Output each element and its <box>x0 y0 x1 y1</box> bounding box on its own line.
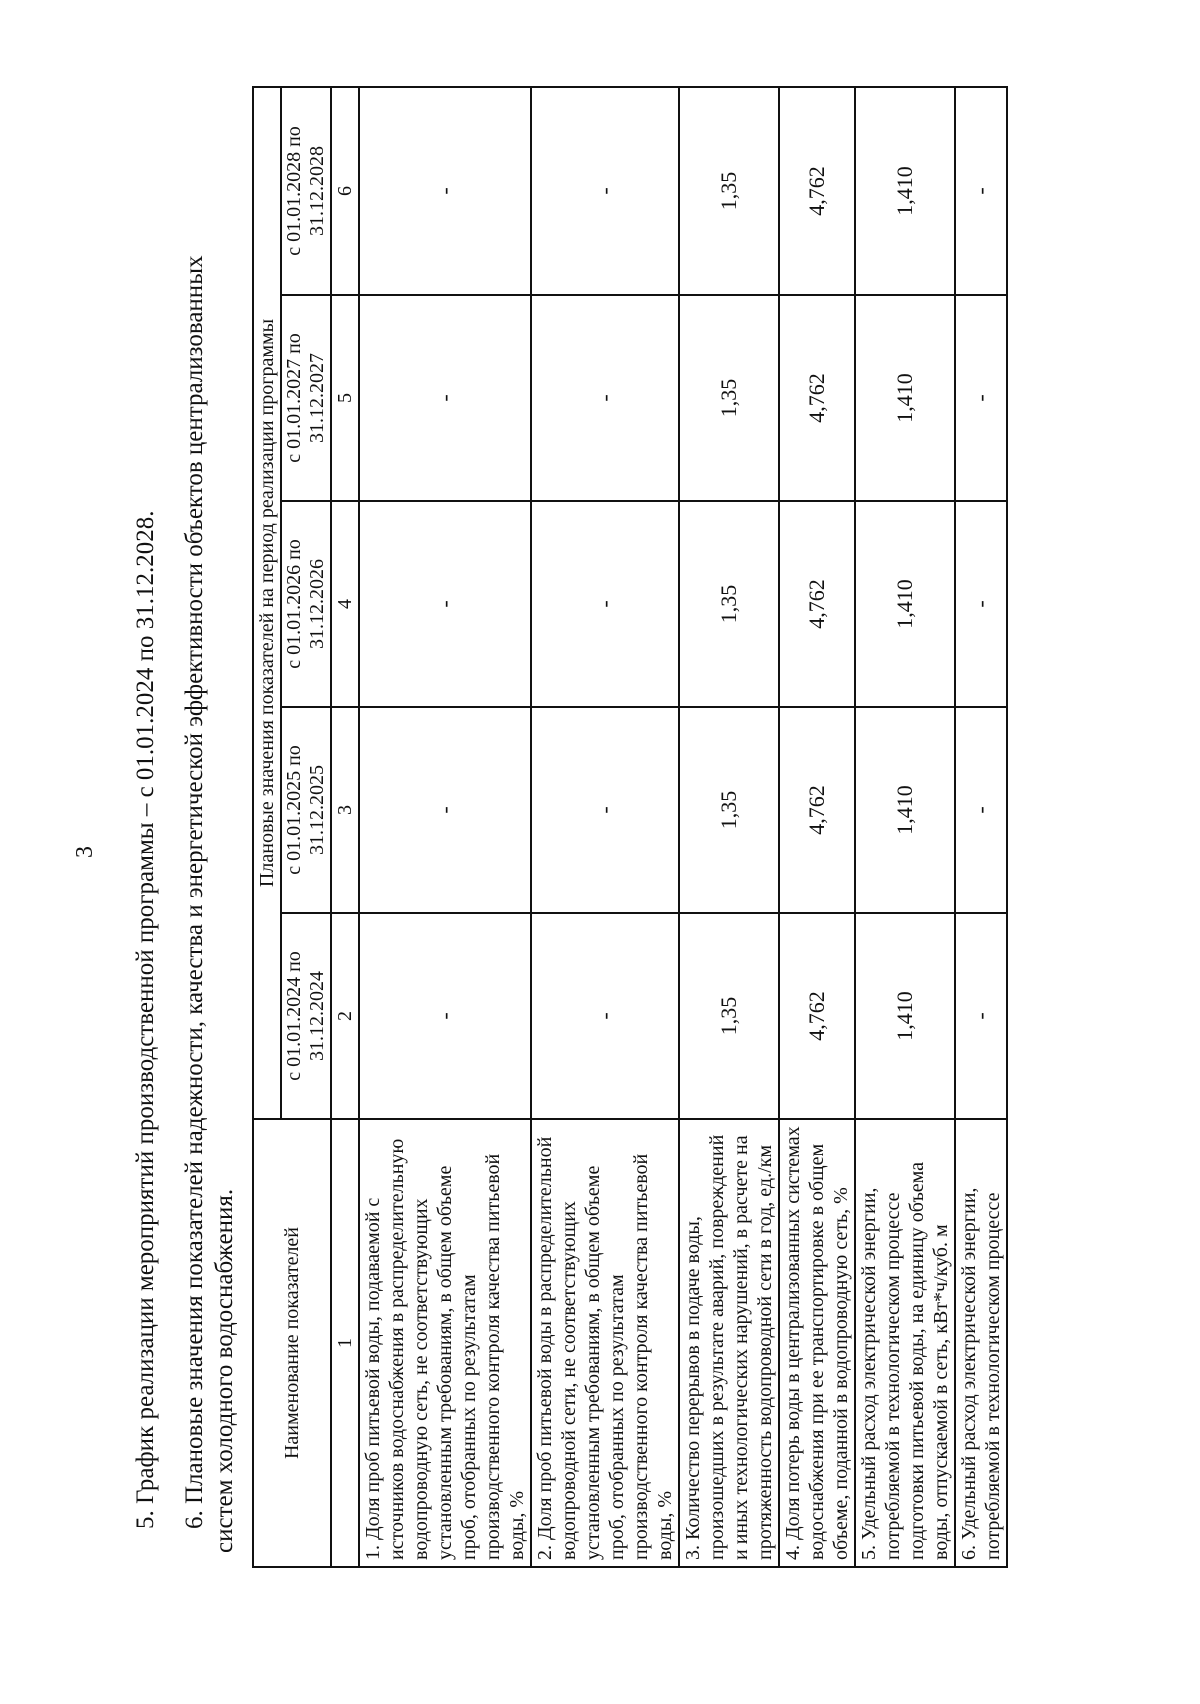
indicator-name: 5. Удельный расход электрической энергии, потребляемой в технологическом процессе подготовки питьевой воды, на единицу объема воды, отпускаемой в сеть, кВт*ч/куб. м <box>855 1119 955 1567</box>
section-5-heading: 5. График реализации мероприятий производственной программы – с 01.01.2024 по 31.12.2028. <box>132 510 159 1529</box>
column-number: 4 <box>331 501 359 707</box>
table-row <box>855 87 955 1567</box>
indicator-value: - <box>955 501 1007 707</box>
indicator-value: 1,35 <box>679 87 779 295</box>
indicator-name: 4. Доля потерь воды в централизованных системах водоснабжения при ее транспортировке в общем объеме, поданной в водопроводную сеть, % <box>779 1119 855 1567</box>
indicator-value: - <box>531 501 679 707</box>
table-row <box>679 87 779 1567</box>
indicator-value: - <box>531 87 679 295</box>
column-number: 1 <box>331 1119 359 1567</box>
page-number: 3 <box>72 846 98 858</box>
indicator-value: 4,762 <box>779 87 855 295</box>
indicator-value: - <box>359 295 531 501</box>
column-number: 5 <box>331 295 359 501</box>
indicator-value: - <box>955 295 1007 501</box>
indicator-value: - <box>531 913 679 1119</box>
indicator-value: - <box>955 707 1007 913</box>
indicator-name: 3. Количество перерывов в подаче воды, произошедших в результате аварий, повреждений и иных технологических нарушений, в расчете на протяженность водопроводной сети в год, ед./км <box>679 1119 779 1567</box>
column-number: 3 <box>331 707 359 913</box>
indicator-value: 4,762 <box>779 707 855 913</box>
indicators-table <box>252 86 1008 1568</box>
header-row-numbers <box>331 87 359 1567</box>
indicator-value: 1,410 <box>855 295 955 501</box>
period-column-header: с 01.01.2024 по 31.12.2024 <box>281 913 331 1119</box>
section-6-heading-line1: 6. Плановые значения показателей надежности, качества и энергетической эффективности объектов централизованных <box>181 255 208 1529</box>
indicator-value: - <box>531 707 679 913</box>
indicator-value: 1,35 <box>679 913 779 1119</box>
indicator-value: 1,410 <box>855 501 955 707</box>
indicator-value: - <box>359 913 531 1119</box>
indicator-value: - <box>955 87 1007 295</box>
period-column-header: с 01.01.2026 по 31.12.2026 <box>281 501 331 707</box>
indicator-value: 4,762 <box>779 501 855 707</box>
indicator-value: - <box>531 295 679 501</box>
column-number: 6 <box>331 87 359 295</box>
indicator-value: 1,410 <box>855 707 955 913</box>
indicator-name: 2. Доля проб питьевой воды в распределительной водопроводной сети, не соответствующих установленным требованиям, в общем объеме проб, отобранных по результатам производственного контроля качества питьевой воды, % <box>531 1119 679 1567</box>
indicator-value: 1,35 <box>679 707 779 913</box>
indicator-value: 1,410 <box>855 913 955 1119</box>
column-number: 2 <box>331 913 359 1119</box>
indicator-value: - <box>359 501 531 707</box>
period-column-header: с 01.01.2027 по 31.12.2027 <box>281 295 331 501</box>
indicator-value: - <box>359 87 531 295</box>
header-row-top <box>253 87 281 1567</box>
section-6-heading-line2: систем холодного водоснабжения. <box>211 1188 238 1553</box>
indicator-value: 1,35 <box>679 501 779 707</box>
table-row <box>779 87 855 1567</box>
table-row <box>359 87 531 1567</box>
table-row <box>955 87 1007 1567</box>
indicator-value: - <box>359 707 531 913</box>
table-row <box>531 87 679 1567</box>
period-header: Плановые значения показателей на период реализации программы <box>253 87 281 1119</box>
indicator-value: 4,762 <box>779 913 855 1119</box>
period-column-header: с 01.01.2025 по 31.12.2025 <box>281 707 331 913</box>
indicator-value: 1,410 <box>855 87 955 295</box>
indicator-name: 6. Удельный расход электрической энергии, потребляемой в технологическом процессе <box>955 1119 1007 1567</box>
period-column-header: с 01.01.2028 по 31.12.2028 <box>281 87 331 295</box>
name-column-header: Наименование показателей <box>253 1119 331 1567</box>
section-6-heading <box>180 109 240 1553</box>
indicator-value: - <box>955 913 1007 1119</box>
indicator-name: 1. Доля проб питьевой воды, подаваемой с источников водоснабжения в распределительную водопроводную сеть, не соответствующих установленным требованиям, в общем объеме проб, отобранных по результатам производственного контроля качества питьевой воды, % <box>359 1119 531 1567</box>
indicator-value: 1,35 <box>679 295 779 501</box>
indicator-value: 4,762 <box>779 295 855 501</box>
